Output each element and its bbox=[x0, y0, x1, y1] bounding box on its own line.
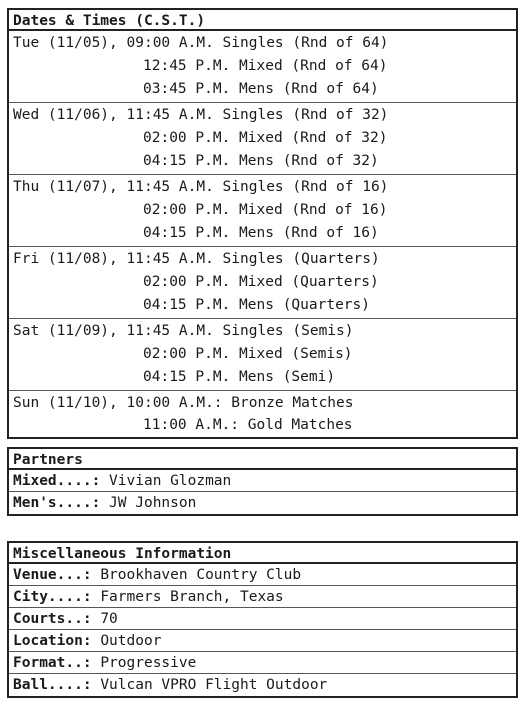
misc-row-city bbox=[9, 586, 516, 608]
event-name: Singles (Semis) bbox=[222, 323, 354, 339]
event-name: Mens (Rnd of 32) bbox=[239, 153, 379, 169]
event-time: 02:00 P.M. bbox=[143, 130, 231, 146]
misc-value: Farmers Branch, Texas bbox=[100, 589, 284, 605]
schedule-line bbox=[13, 248, 516, 271]
event-name: Mixed (Rnd of 16) bbox=[239, 202, 388, 218]
misc-key: Ball....: bbox=[13, 677, 92, 693]
misc-row-courts bbox=[9, 608, 516, 630]
schedule-line bbox=[13, 150, 516, 173]
event-time: 04:15 P.M. bbox=[143, 153, 231, 169]
event-name: Singles (Rnd of 32) bbox=[222, 107, 389, 123]
event-name: Bronze Matches bbox=[231, 395, 354, 411]
schedule-line bbox=[13, 320, 516, 343]
event-time: 11:45 A.M. bbox=[126, 179, 214, 195]
event-name: Singles (Rnd of 64) bbox=[222, 35, 389, 51]
partner-row-mens bbox=[9, 492, 516, 514]
event-name: Mens (Rnd of 16) bbox=[239, 225, 379, 241]
misc-row-ball bbox=[9, 674, 516, 696]
event-name: Mixed (Quarters) bbox=[239, 274, 379, 290]
event-time: 11:00 A.M.: bbox=[143, 417, 240, 433]
event-time: 04:15 P.M. bbox=[143, 369, 231, 385]
event-time: 10:00 A.M.: bbox=[126, 395, 223, 411]
partner-key: Men's....: bbox=[13, 495, 101, 511]
schedule-line bbox=[13, 104, 516, 127]
day-block-tue bbox=[9, 31, 516, 103]
misc-key: Courts..: bbox=[13, 611, 92, 627]
schedule-line bbox=[13, 55, 516, 78]
schedule-line bbox=[13, 343, 516, 366]
misc-value: Outdoor bbox=[100, 633, 162, 649]
misc-key: Venue...: bbox=[13, 567, 92, 583]
misc-row-location bbox=[9, 630, 516, 652]
misc-key: City....: bbox=[13, 589, 92, 605]
partner-row-mixed bbox=[9, 470, 516, 492]
event-name: Singles (Quarters) bbox=[222, 251, 380, 267]
misc-row-format bbox=[9, 652, 516, 674]
misc-box bbox=[7, 541, 518, 698]
partners-title: Partners bbox=[9, 449, 516, 470]
day-label: Sun (11/10), bbox=[13, 395, 118, 411]
schedule-box bbox=[7, 8, 518, 439]
misc-row-venue bbox=[9, 564, 516, 586]
event-time: 02:00 P.M. bbox=[143, 274, 231, 290]
day-block-fri bbox=[9, 247, 516, 319]
schedule-line bbox=[13, 366, 516, 389]
schedule-line bbox=[13, 78, 516, 101]
day-label: Thu (11/07), bbox=[13, 179, 118, 195]
event-name: Singles (Rnd of 16) bbox=[222, 179, 389, 195]
event-name: Mixed (Rnd of 64) bbox=[239, 58, 388, 74]
event-time: 11:45 A.M. bbox=[126, 107, 214, 123]
misc-title: Miscellaneous Information bbox=[9, 543, 516, 564]
misc-value: Brookhaven Country Club bbox=[100, 567, 302, 583]
misc-key: Location: bbox=[13, 633, 92, 649]
partner-key: Mixed....: bbox=[13, 473, 101, 489]
event-name: Mens (Quarters) bbox=[239, 297, 370, 313]
misc-key: Format..: bbox=[13, 655, 92, 671]
event-time: 02:00 P.M. bbox=[143, 202, 231, 218]
day-label: Wed (11/06), bbox=[13, 107, 118, 123]
day-block-sat bbox=[9, 319, 516, 391]
event-name: Mens (Rnd of 64) bbox=[239, 81, 379, 97]
event-name: Gold Matches bbox=[247, 417, 353, 433]
schedule-line bbox=[13, 199, 516, 222]
schedule-line bbox=[13, 271, 516, 294]
schedule-line bbox=[13, 294, 516, 317]
day-block-wed bbox=[9, 103, 516, 175]
schedule-line bbox=[13, 32, 516, 55]
schedule-line bbox=[13, 222, 516, 245]
event-time: 12:45 P.M. bbox=[143, 58, 231, 74]
event-time: 09:00 A.M. bbox=[126, 35, 214, 51]
event-time: 04:15 P.M. bbox=[143, 297, 231, 313]
event-time: 02:00 P.M. bbox=[143, 346, 231, 362]
misc-value: Vulcan VPRO Flight Outdoor bbox=[100, 677, 328, 693]
event-name: Mens (Semi) bbox=[239, 369, 336, 385]
misc-value: 70 bbox=[100, 611, 118, 627]
schedule-line bbox=[13, 127, 516, 150]
schedule-line bbox=[13, 176, 516, 199]
misc-value: Progressive bbox=[100, 655, 197, 671]
event-time: 04:15 P.M. bbox=[143, 225, 231, 241]
event-name: Mixed (Rnd of 32) bbox=[239, 130, 388, 146]
day-label: Tue (11/05), bbox=[13, 35, 118, 51]
partner-value: JW Johnson bbox=[109, 495, 197, 511]
day-label: Sat (11/09), bbox=[13, 323, 118, 339]
day-block-thu bbox=[9, 175, 516, 247]
partner-value: Vivian Glozman bbox=[109, 473, 232, 489]
schedule-title: Dates & Times (C.S.T.) bbox=[9, 10, 516, 31]
schedule-line bbox=[13, 392, 516, 415]
event-time: 11:45 A.M. bbox=[126, 323, 214, 339]
schedule-line bbox=[13, 415, 516, 436]
event-time: 03:45 P.M. bbox=[143, 81, 231, 97]
partners-box bbox=[7, 447, 518, 516]
event-time: 11:45 A.M. bbox=[126, 251, 214, 267]
day-block-sun bbox=[9, 391, 516, 437]
event-name: Mixed (Semis) bbox=[239, 346, 353, 362]
day-label: Fri (11/08), bbox=[13, 251, 118, 267]
